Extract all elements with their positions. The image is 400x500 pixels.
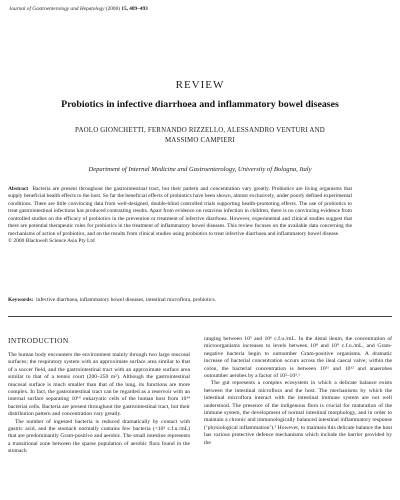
copyright: © 2000 Blackwell Science Asia Pty Ltd <box>8 238 95 245</box>
abstract-text: Bacteria are present throughout the gastrointestinal tract, but their pattern and concentration vary greatly. Probiotics are living organisms that supply beneficial health effects to the host. So far the beneficial effects of probiotics have been shown, almost exclusively, under poorly defined experimental conditions. There are little convincing data from well-designed, double-blind controlled trials supporting health-promoting effects. The use of probiotics to treat gastrointestinal infections has produced contrasting results. Apart from evidence on rotavirus infection in children, there is no convincing evidence from controlled studies on the efficacy of probiotics in the prevention or treatment of infective diarrhoea. However, experimental and clinical studies suggest that there are potential therapeutic roles for probiotics in the treatment of inflammatory bowel diseases. This review focuses on the available data concerning the mechanisms of action of probiotics, and on the results from clinical studies using probiotics to treat infective diarrhoea and inflammatory bowel disease. <box>8 186 352 237</box>
affiliation: Department of Internal Medicine and Gastroenterology, University of Bologna, Italy <box>88 166 312 173</box>
journal-citation <box>9 6 148 12</box>
left-column <box>8 352 190 456</box>
paragraph: The human body encounters the environment mainly through two large mucosal surfaces; the respiratory system with an approximate surface area similar to that of a soccer field, and the gastrointestinal tract with an approximate surface area similar to that of a tennis court (200–250 m²). Although the gastrointestinal mucosal surface is much smaller than that of the lung, its functions are more complex. In fact, the gastrointestinal tract can be regarded as a reservoir with an internal surface separating 10¹⁴ eukaryotic cells of the human host from 10¹⁴ bacterial cells. Bacteria are present throughout the gastrointestinal tract, but their distribution pattern and concentration vary greatly. <box>8 352 190 418</box>
section-label: REVIEW <box>175 79 225 91</box>
section-divider <box>8 316 392 317</box>
keywords-label: Keywords: <box>8 297 34 303</box>
keywords-text: infective diarrhoea, inflammatory bowel diseases, intestinal microflora, probiotics. <box>36 297 216 303</box>
journal-name: Journal of Gastroenterology and Hepatology <box>9 6 105 12</box>
right-column <box>204 336 392 447</box>
paragraph: The gut represents a complex ecosystem in which a delicate balance exists between the intestinal microflora and the host. The mechanisms by which the intestinal microflora interact with the intestinal immune system are not well understood. The presence of the indigenous flora is crucial for maturation of the immune system, the development of normal intestinal morphology, and in order to maintain a chronic and immunologically balanced intestinal inflammatory response (‘physiological inflammation’).² However, to maintain this delicate balance the host has various protective defence mechanisms which include the barrier provided by the <box>204 380 392 446</box>
author-line-1: PAOLO GIONCHETTI, FERNANDO RIZZELLO, ALESSANDRO VENTURI AND <box>75 127 325 134</box>
abstract-label: Abstract <box>8 186 29 192</box>
introduction-heading: INTRODUCTION <box>8 336 69 345</box>
article-title: Probiotics in infective diarrhoea and inflammatory bowel diseases <box>61 99 339 110</box>
journal-volume-pages: 15, 489–493 <box>121 6 148 12</box>
paragraph: The number of ingested bacteria is reduced dramatically by contact with gastric acid, and the stomach normally contains few bacteria (<10³ c.f.u./mL) that are predominantly Gram-positive and aerobic. The small intestine represents a transitional zone between the sparse population of aerobic flora found in the stomach <box>8 418 190 455</box>
author-list <box>20 126 380 146</box>
journal-year: (2000) <box>105 6 120 12</box>
author-line-2: MASSIMO CAMPIERI <box>164 137 235 144</box>
paragraph: ranging between 10⁵ and 10⁶ c.f.u./mL. In the distal ileum, the concentration of microorganisms increases to levels between 10⁸ and 10⁹ c.f.u./mL, and Gram-negative bacteria begin to outnumber Gram-positive organisms. A dramatic increase of bacterial concentration occurs across the ileal caecal valve; within the colon, the bacterial concentration is between 10¹¹ and 10¹² and anaerobes outnumber aerobes by a factor of 10²–10³.¹ <box>204 336 392 380</box>
abstract <box>8 186 352 246</box>
keywords <box>8 297 392 303</box>
